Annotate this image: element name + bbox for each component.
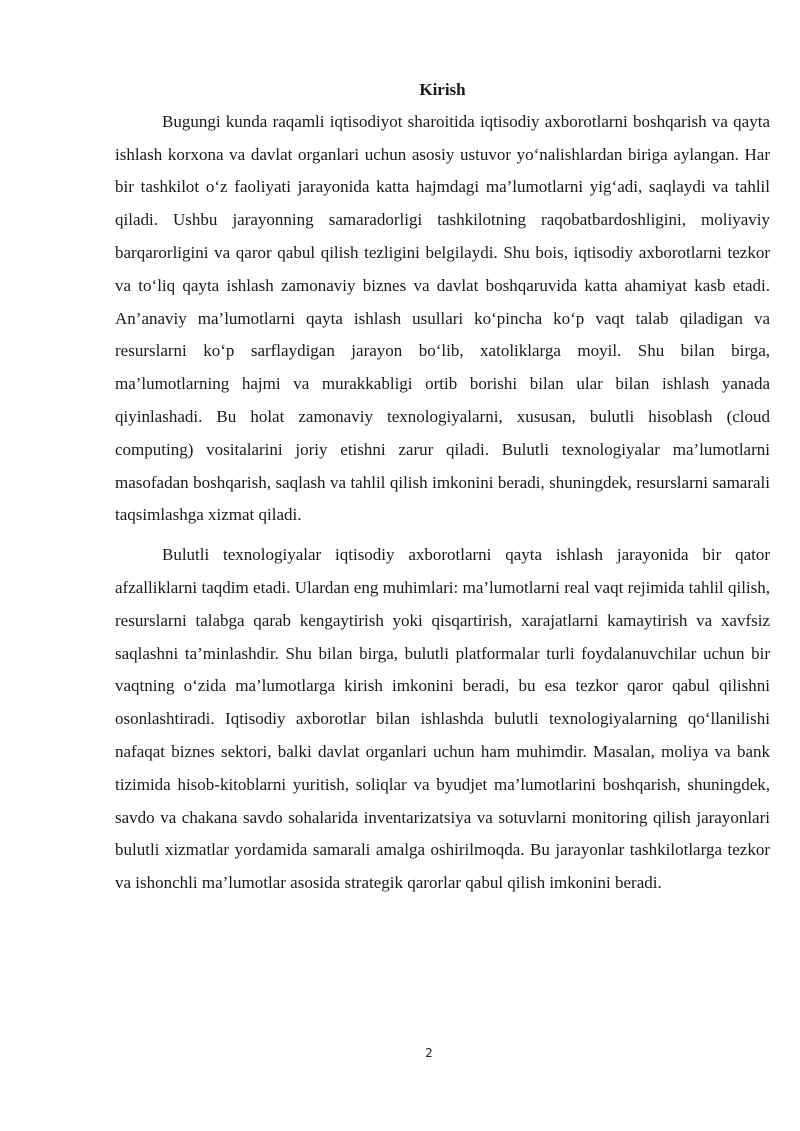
section-title: Kirish xyxy=(419,80,466,99)
paragraph-1: Bugungi kunda raqamli iqtisodiyot sharoitida iqtisodiy axborotlarni boshqarish va qayta ishlash korxona va davlat organlari uchun asosiy ustuvor yo‘nalishlardan biriga aylangan. Har bir tashkilot o‘z faoliyati jarayonida katta hajmdagi ma’lumotlarni yig‘adi, saqlaydi va tahlil qiladi. Ushbu jarayonning samaradorligi tashkilotning raqobatbardoshligini, moliyaviy barqarorligini va qaror qabul qilish tezligini belgilaydi. Shu bois, iqtisodiy axborotlarni tezkor va to‘liq qayta ishlash zamonaviy biznes va davlat boshqaruvida katta ahamiyat kasb etadi. An’anaviy ma’lumotlarni qayta ishlash usullari ko‘pincha ko‘p vaqt talab qiladigan va resurslarni ko‘p sarflaydigan jarayon bo‘lib, xatoliklarga moyil. Shu bilan birga, ma’lumotlarning hajmi va murakkabligi ortib borishi bilan ular bilan ishlash yanada qiyinlashadi. Bu holat zamonaviy texnologiyalarni, xususan, bulutli hisoblash (cloud computing) vositalarini joriy etishni zarur qiladi. Bulutli texnologiyalar ma’lumotlarni masofadan boshqarish, saqlash va tahlil qilish imkonini beradi, shuningdek, resurslarni samarali taqsimlashga xizmat qiladi. xyxy=(115,111,770,525)
paragraph-2: Bulutli texnologiyalar iqtisodiy axborotlarni qayta ishlash jarayonida bir qator afzalliklarni taqdim etadi. Ulardan eng muhimlari: ma’lumotlarni real vaqt rejimida tahlil qilish, resurslarni talabga qarab kengaytirish yoki qisqartirish, xarajatlarni kamaytirish va xavfsiz saqlashni ta’minlashdir. Shu bilan birga, bulutli platformalar turli foydalanuvchilar uchun bir vaqtning o‘zida ma’lumotlarga kirish imkonini beradi, bu esa tezkor qaror qabul qilishni osonlashtiradi. Iqtisodiy axborotlar bilan ishlashda bulutli texnologiyalarning qo‘llanilishi nafaqat biznes sektori, balki davlat organlari uchun ham muhimdir. Masalan, moliya va bank tizimida hisob-kitoblarni yuritish, soliqlar va byudjet ma’lumotlarini boshqarish, shuningdek, savdo va chakana savdo sohalarida inventarizatsiya va sotuvlarni monitoring qilish jarayonlari bulutli xizmatlar yordamida samarali amalga oshirilmoqda. Bu jarayonlar tashkilotlarga tezkor va ishonchli ma’lumotlar asosida strategik qarorlar qabul qilish imkonini beradi. xyxy=(115,545,770,893)
page-content xyxy=(115,74,770,900)
page-number: 2 xyxy=(425,1046,433,1060)
